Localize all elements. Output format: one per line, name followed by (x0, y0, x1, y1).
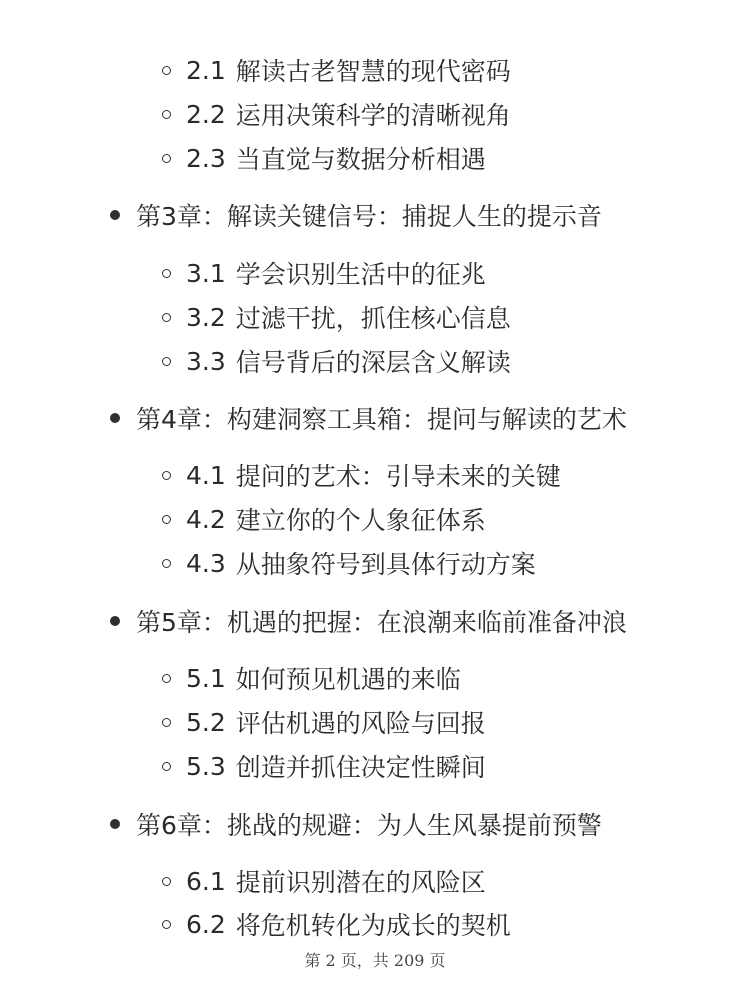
circle-bullet-icon (162, 762, 171, 771)
section-number: 3.3 (186, 346, 226, 376)
page-number: 第 2 页，共 209 页 (304, 951, 446, 970)
toc-section-4-1 (162, 455, 561, 495)
toc-section-6-2 (162, 904, 511, 944)
section-number: 4.3 (186, 548, 226, 578)
section-number: 4.2 (186, 504, 226, 534)
section-number: 2.1 (186, 55, 226, 85)
section-number: 5.1 (186, 663, 226, 693)
section-title: 将危机转化为成长的契机 (235, 911, 511, 940)
circle-bullet-icon (162, 110, 171, 119)
toc-chapter-3 (110, 195, 602, 235)
toc-section-3-3 (162, 341, 511, 381)
circle-bullet-icon (162, 357, 171, 366)
section-number: 3.1 (186, 258, 226, 288)
section-number: 6.1 (186, 866, 226, 896)
circle-bullet-icon (162, 920, 171, 929)
section-number: 6.2 (186, 909, 226, 939)
toc-section-4-3 (162, 543, 536, 583)
section-title: 提前识别潜在的风险区 (235, 868, 486, 897)
toc-section-3-2 (162, 297, 511, 337)
section-title: 信号背后的深层含义解读 (235, 348, 511, 377)
circle-bullet-icon (162, 154, 171, 163)
chapter-title: 第4章：构建洞察工具箱：提问与解读的艺术 (136, 405, 627, 434)
circle-bullet-icon (162, 674, 171, 683)
circle-bullet-icon (162, 313, 171, 322)
section-title: 建立你的个人象征体系 (235, 506, 486, 535)
section-number: 2.3 (186, 143, 226, 173)
section-title: 学会识别生活中的征兆 (235, 260, 486, 289)
section-title: 过滤干扰，抓住核心信息 (235, 304, 511, 333)
circle-bullet-icon (162, 559, 171, 568)
section-title: 解读古老智慧的现代密码 (235, 57, 511, 86)
chapter-title: 第3章：解读关键信号：捕捉人生的提示音 (136, 202, 602, 231)
section-title: 评估机遇的风险与回报 (235, 709, 486, 738)
toc-section-3-1 (162, 253, 486, 293)
section-number: 3.2 (186, 302, 226, 332)
section-number: 4.1 (186, 460, 226, 490)
toc-chapter-4 (110, 398, 627, 438)
circle-bullet-icon (162, 877, 171, 886)
disc-bullet-icon (110, 819, 120, 829)
toc-chapter-5 (110, 601, 627, 641)
section-title: 从抽象符号到具体行动方案 (235, 550, 536, 579)
toc-chapter-6 (110, 804, 602, 844)
toc-section-5-1 (162, 658, 461, 698)
toc-section-4-2 (162, 499, 486, 539)
toc-section-2-2 (162, 94, 511, 134)
section-title: 当直觉与数据分析相遇 (235, 145, 486, 174)
chapter-title: 第5章：机遇的把握：在浪潮来临前准备冲浪 (136, 608, 627, 637)
circle-bullet-icon (162, 269, 171, 278)
toc-section-2-1 (162, 50, 511, 90)
section-title: 创造并抓住决定性瞬间 (235, 753, 486, 782)
toc-section-5-3 (162, 746, 486, 786)
disc-bullet-icon (110, 413, 120, 423)
section-title: 运用决策科学的清晰视角 (235, 101, 511, 130)
circle-bullet-icon (162, 718, 171, 727)
section-number: 2.2 (186, 99, 226, 129)
chapter-title: 第6章：挑战的规避：为人生风暴提前预警 (136, 811, 602, 840)
section-title: 如何预见机遇的来临 (235, 665, 461, 694)
section-number: 5.3 (186, 751, 226, 781)
section-number: 5.2 (186, 707, 226, 737)
disc-bullet-icon (110, 616, 120, 626)
circle-bullet-icon (162, 515, 171, 524)
circle-bullet-icon (162, 66, 171, 75)
disc-bullet-icon (110, 210, 120, 220)
toc-section-2-3 (162, 138, 486, 178)
toc-section-6-1 (162, 861, 486, 901)
circle-bullet-icon (162, 471, 171, 480)
toc-section-5-2 (162, 702, 486, 742)
section-title: 提问的艺术：引导未来的关键 (235, 462, 561, 491)
